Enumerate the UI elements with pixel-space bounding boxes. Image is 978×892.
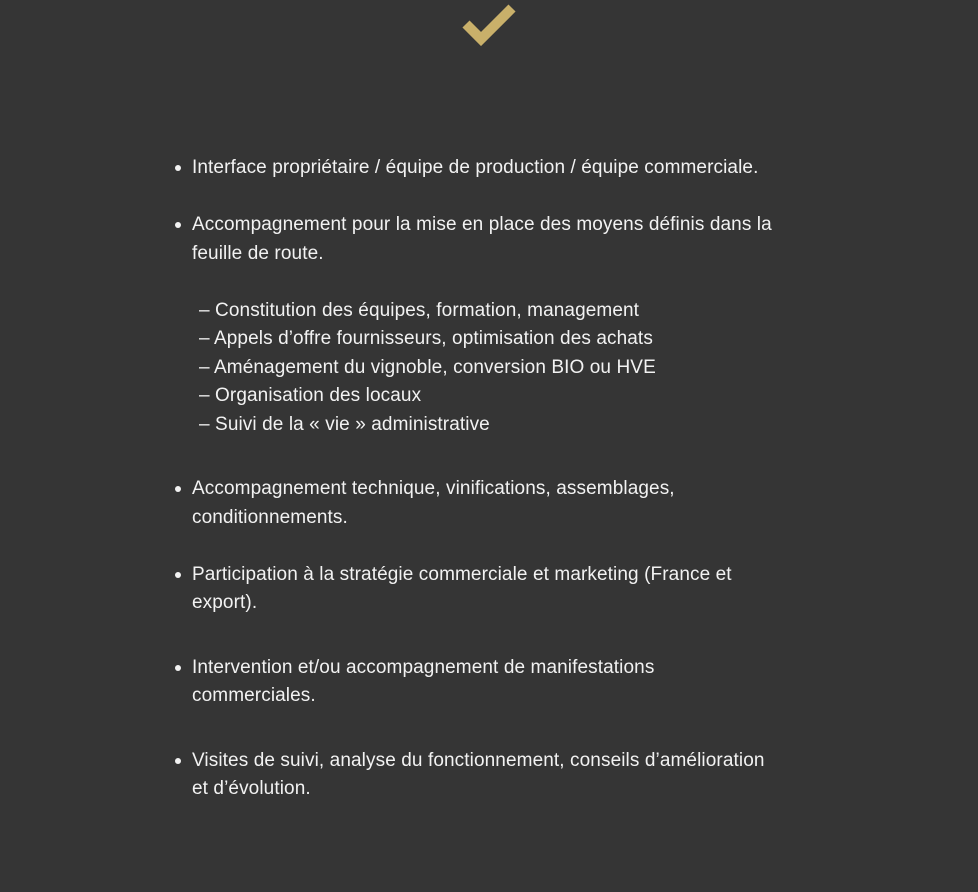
bullet-icon <box>175 222 181 228</box>
list-item-text-line-2: commerciales. <box>192 685 316 706</box>
list-item-text-line-1: Accompagnement technique, vinifications, assemblages, <box>192 478 675 499</box>
list-item-text-line-2: conditionnements. <box>192 506 348 528</box>
list-item-interface <box>173 154 813 183</box>
sub-list-item: – Appels d’offre fournisseurs, optimisation des achats <box>199 328 653 349</box>
list-item-text-line-1: Intervention et/ou accompagnement de manifestations <box>192 656 655 678</box>
sub-list-item: – Organisation des locaux <box>199 385 422 406</box>
sub-list-item: – Aménagement du vignoble, conversion BIO ou HVE <box>199 356 656 378</box>
bullet-icon <box>175 572 181 578</box>
list-item-text: Interface propriétaire / équipe de production / équipe commerciale. <box>192 157 759 178</box>
bullet-icon <box>175 486 181 492</box>
bullet-icon <box>175 758 181 764</box>
list-item-text-line-1: Accompagnement pour la mise en place des moyens définis dans la <box>192 214 772 235</box>
checkmark-icon <box>462 2 516 46</box>
services-list <box>173 154 813 804</box>
sub-list-item: – Suivi de la « vie » administrative <box>199 413 490 435</box>
sub-list-item: – Constitution des équipes, formation, management <box>199 299 640 321</box>
list-item-text-line-2: et d’évolution. <box>192 778 311 799</box>
list-item-text-line-2: export). <box>192 592 258 613</box>
list-item-text-line-1: Visites de suivi, analyse du fonctionnement, conseils d’amélioration <box>192 749 765 771</box>
list-item-strategie <box>173 561 813 618</box>
list-item-accompagnement <box>173 211 813 268</box>
list-item-manifestations <box>173 654 813 711</box>
list-item-text-line-2: feuille de route. <box>192 242 324 264</box>
bullet-icon <box>175 165 181 171</box>
list-item-text-line-1: Participation à la stratégie commerciale et marketing (France et <box>192 563 732 585</box>
list-item-technique <box>173 475 813 532</box>
bullet-icon <box>175 665 181 671</box>
list-item-visites <box>173 747 813 804</box>
sub-list <box>173 297 813 440</box>
